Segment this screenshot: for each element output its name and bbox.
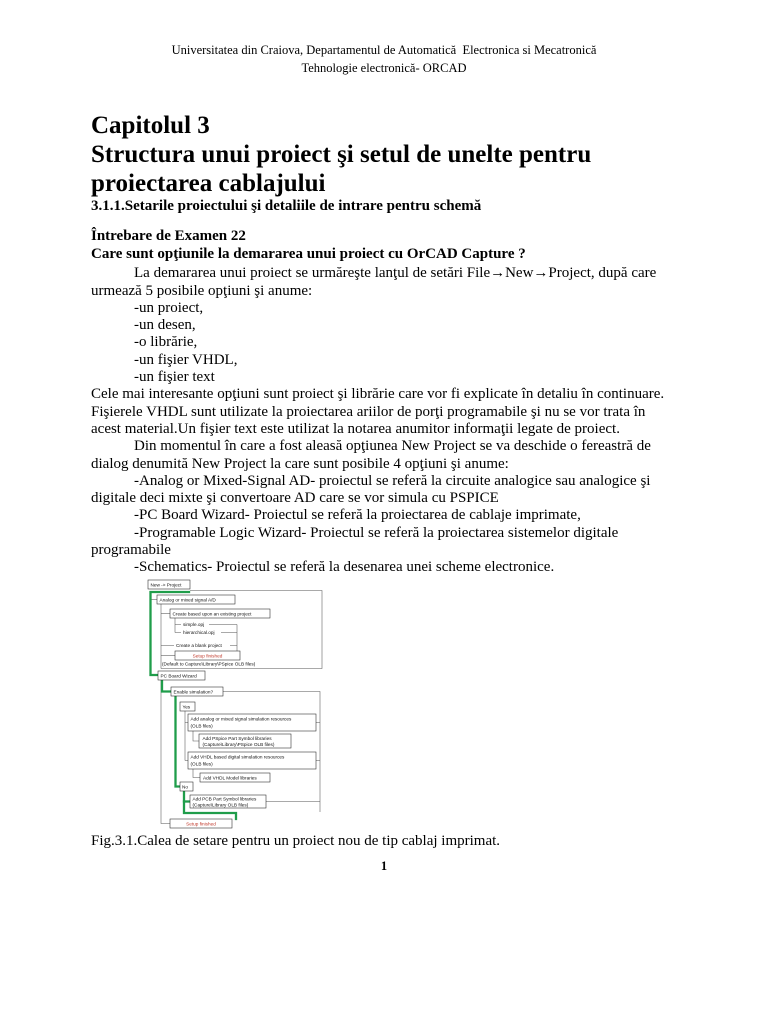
list-item: -un proiect, — [134, 299, 204, 316]
diagram-label: Enable simulation? — [173, 689, 214, 695]
chapter-title-line: proiectarea cablajului — [91, 169, 326, 197]
diagram-label: Add VHDL Model libraries — [203, 775, 257, 781]
body-line: Fişierele VHDL sunt utilizate la proiectarea ariilor de porţi programabile şi nu se vor trata în — [91, 403, 646, 420]
body-line: Cele mai interesante opţiuni sunt proiect şi librărie care vor fi explicate în detaliu în continuare. — [91, 386, 665, 403]
setup-flow-diagram — [140, 576, 326, 834]
diagram-label: (Default to Capture\Library\PSpice OLB files) — [162, 661, 256, 667]
diagram-label: Add analog or mixed signal simulation resources — [190, 716, 292, 722]
exam-question-block — [91, 228, 526, 263]
list-item: -Analog or Mixed-Signal AD- proiectul se referă la circuite analogice sau analogice şi — [134, 472, 651, 489]
body-text — [91, 265, 681, 576]
diagram-label: simple.opj — [183, 622, 205, 628]
page-header — [0, 41, 768, 77]
body-line: dialog denumită New Project la care sunt posibile 4 opţiuni şi anume: — [91, 455, 509, 472]
list-item: -un fişier text — [134, 369, 215, 386]
body-line: urmează 5 posibile opţiuni şi anume: — [91, 282, 313, 299]
chapter-title-line: Structura unui proiect şi setul de unelte pentru — [91, 140, 592, 168]
diagram-label: Add PSpice Part Symbol libraries — [202, 735, 272, 741]
section-heading: 3.1.1.Setarile proiectului şi detaliile de intrare pentru schemă — [91, 198, 482, 214]
diagram-label: No — [182, 784, 188, 790]
list-item: -un fişier VHDL, — [134, 351, 238, 368]
figure-caption: Fig.3.1.Calea de setare pentru un proiect nou de tip cablaj imprimat. — [91, 833, 501, 850]
list-item: -PC Board Wizard- Proiectul se referă la proiectarea de cablaje imprimate, — [134, 507, 581, 524]
body-line: Din momentul în care a fost aleasă opţiunea New Project se va deschide o fereastră de — [134, 438, 651, 455]
diagram-label: Yes — [182, 704, 191, 710]
exam-question-label: Întrebare de Examen 22 — [91, 228, 246, 245]
chapter-number: Capitolul 3 — [91, 111, 210, 139]
diagram-label: (Capture\Library OLB files) — [192, 802, 249, 808]
diagram-label: Create based upon an existing project — [172, 611, 252, 617]
list-item: -un desen, — [134, 317, 196, 334]
diagram-label: Setup finished — [192, 653, 223, 659]
diagram-label: Add VHDL based digital simulation resources — [190, 754, 285, 760]
diagram-label: (OLB files) — [190, 761, 213, 767]
diagram-label: (OLB files) — [190, 723, 213, 729]
body-line: digitale deci mixte şi convertoare AD care se vor simula cu PSPICE — [91, 490, 499, 507]
chapter-title — [91, 111, 591, 198]
header-course: Tehnologie electronică- ORCAD — [301, 61, 467, 75]
diagram-label: Setup finished — [186, 821, 216, 827]
list-item: -Programable Logic Wizard- Proiectul se referă la proiectarea sistemelor digitale — [134, 524, 619, 541]
diagram-label: PC Board Wizard — [160, 673, 197, 679]
list-item: -Schematics- Proiectul se referă la desenarea unei scheme electronice. — [134, 559, 555, 576]
body-line: La demararea unui proiect se urmăreşte lanţul de setări File→New→Project, după care — [134, 265, 657, 282]
diagram-label: (Capture\Library\PSpice OLB files) — [202, 741, 275, 747]
body-line: programabile — [91, 542, 171, 559]
diagram-label: hierarchical.opj — [183, 630, 215, 636]
diagram-label: Analog or mixed signal A/D — [159, 597, 216, 603]
page-number: 1 — [380, 859, 388, 873]
header-institution: Universitatea din Craiova, Departamentul de Automatică Electronica si Mecatronică — [171, 43, 597, 57]
list-item: -o librărie, — [134, 334, 198, 351]
exam-question-text: Care sunt opţiunile la demararea unui proiect cu OrCAD Capture ? — [91, 245, 526, 262]
diagram-label: Add PCB Part Symbol libraries — [192, 796, 257, 802]
diagram-label: Create a blank project — [176, 643, 222, 649]
diagram-label: New -> Project — [150, 582, 182, 588]
body-line: acest material.Un fişier text este utilizat la notarea anumitor informaţii legate de proiect. — [91, 420, 620, 437]
